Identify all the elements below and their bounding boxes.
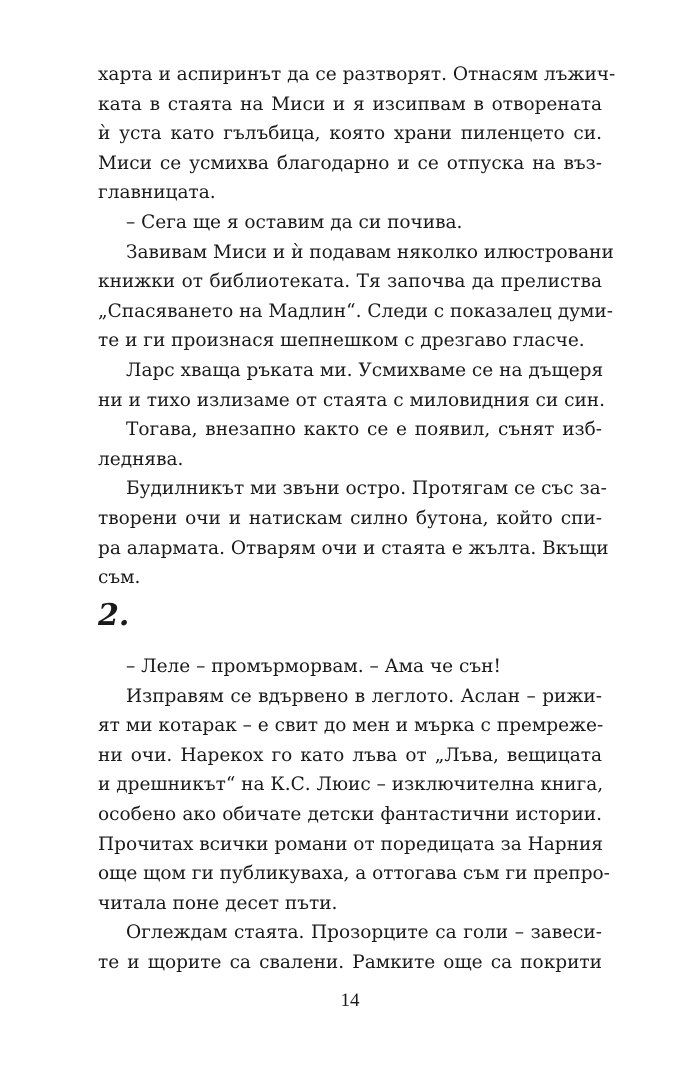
text-line: Будилникът ми звъни остро. Протягам се със за- bbox=[126, 478, 607, 500]
text-line: ра алармата. Отварям очи и стаята е жълта. Вкъщи bbox=[98, 537, 609, 559]
text-line: творени очи и натискам силно бутона, който спи- bbox=[98, 507, 602, 529]
text-line: и дрешникът“ на К.С. Люис – изключителна книга, bbox=[98, 774, 604, 796]
text-line: ѝ уста като гълъбица, която храни пиленцето си. bbox=[98, 123, 602, 145]
text-line: съм. bbox=[98, 567, 141, 589]
text-line: те и щорите са свалени. Рамките още са покрити bbox=[98, 951, 602, 973]
text-line: Оглеждам стаята. Прозорците са голи – завеси- bbox=[126, 922, 602, 944]
text-line: читала поне десет пъти. bbox=[98, 892, 338, 914]
text-line: още щом ги публикуваха, а оттогава съм ги препро- bbox=[98, 863, 610, 885]
text-line: особено ако обичате детски фантастични истории. bbox=[98, 803, 602, 825]
text-line: – Леле – промърморвам. – Ама че сън! bbox=[126, 656, 501, 677]
text-line: те и ги произнася шепнешком с дрезгаво гласче. bbox=[98, 330, 585, 352]
section-1-text bbox=[98, 60, 616, 593]
text-line: главницата. bbox=[98, 182, 216, 204]
text-line: Миси се усмихва благодарно и се отпуска на въз- bbox=[98, 152, 602, 174]
text-line: Изправям се вдървено в леглото. Аслан – рижи- bbox=[126, 685, 602, 707]
text-line: леднява. bbox=[98, 448, 184, 470]
text-line: – Сега ще я оставим да си почива. bbox=[126, 211, 463, 233]
text-line: ката в стаята на Миси и я изсипвам в отворената bbox=[98, 93, 602, 115]
section-2-text bbox=[98, 652, 610, 978]
text-line: харта и аспиринът да се разтворят. Отнасям лъжич- bbox=[98, 64, 616, 85]
text-line: ят ми котарак – е свит до мен и мърка с премреже- bbox=[98, 715, 604, 737]
text-line: Прочитах всички романи от поредицата за Нарния bbox=[98, 833, 603, 855]
text-line: книжки от библиотеката. Тя започва да прелиства bbox=[98, 271, 602, 293]
text-line: Тогава, внезапно както се е появил, сънят изб- bbox=[126, 419, 602, 441]
chapter-number: 2. bbox=[98, 598, 130, 633]
page-number: 14 bbox=[340, 990, 360, 1011]
text-line: „Спасяването на Мадлин“. Следи с показалец думи- bbox=[98, 300, 613, 322]
text-line: ни и тихо излизаме от стаята с миловидния си син. bbox=[98, 389, 605, 411]
text-line: Завивам Миси и ѝ подавам няколко илюстровани bbox=[126, 241, 614, 263]
text-line: Ларс хваща ръката ми. Усмихваме се на дъщеря bbox=[126, 359, 604, 381]
text-line: ни очи. Нарекох го като лъва от „Лъва, вещицата bbox=[98, 744, 602, 766]
